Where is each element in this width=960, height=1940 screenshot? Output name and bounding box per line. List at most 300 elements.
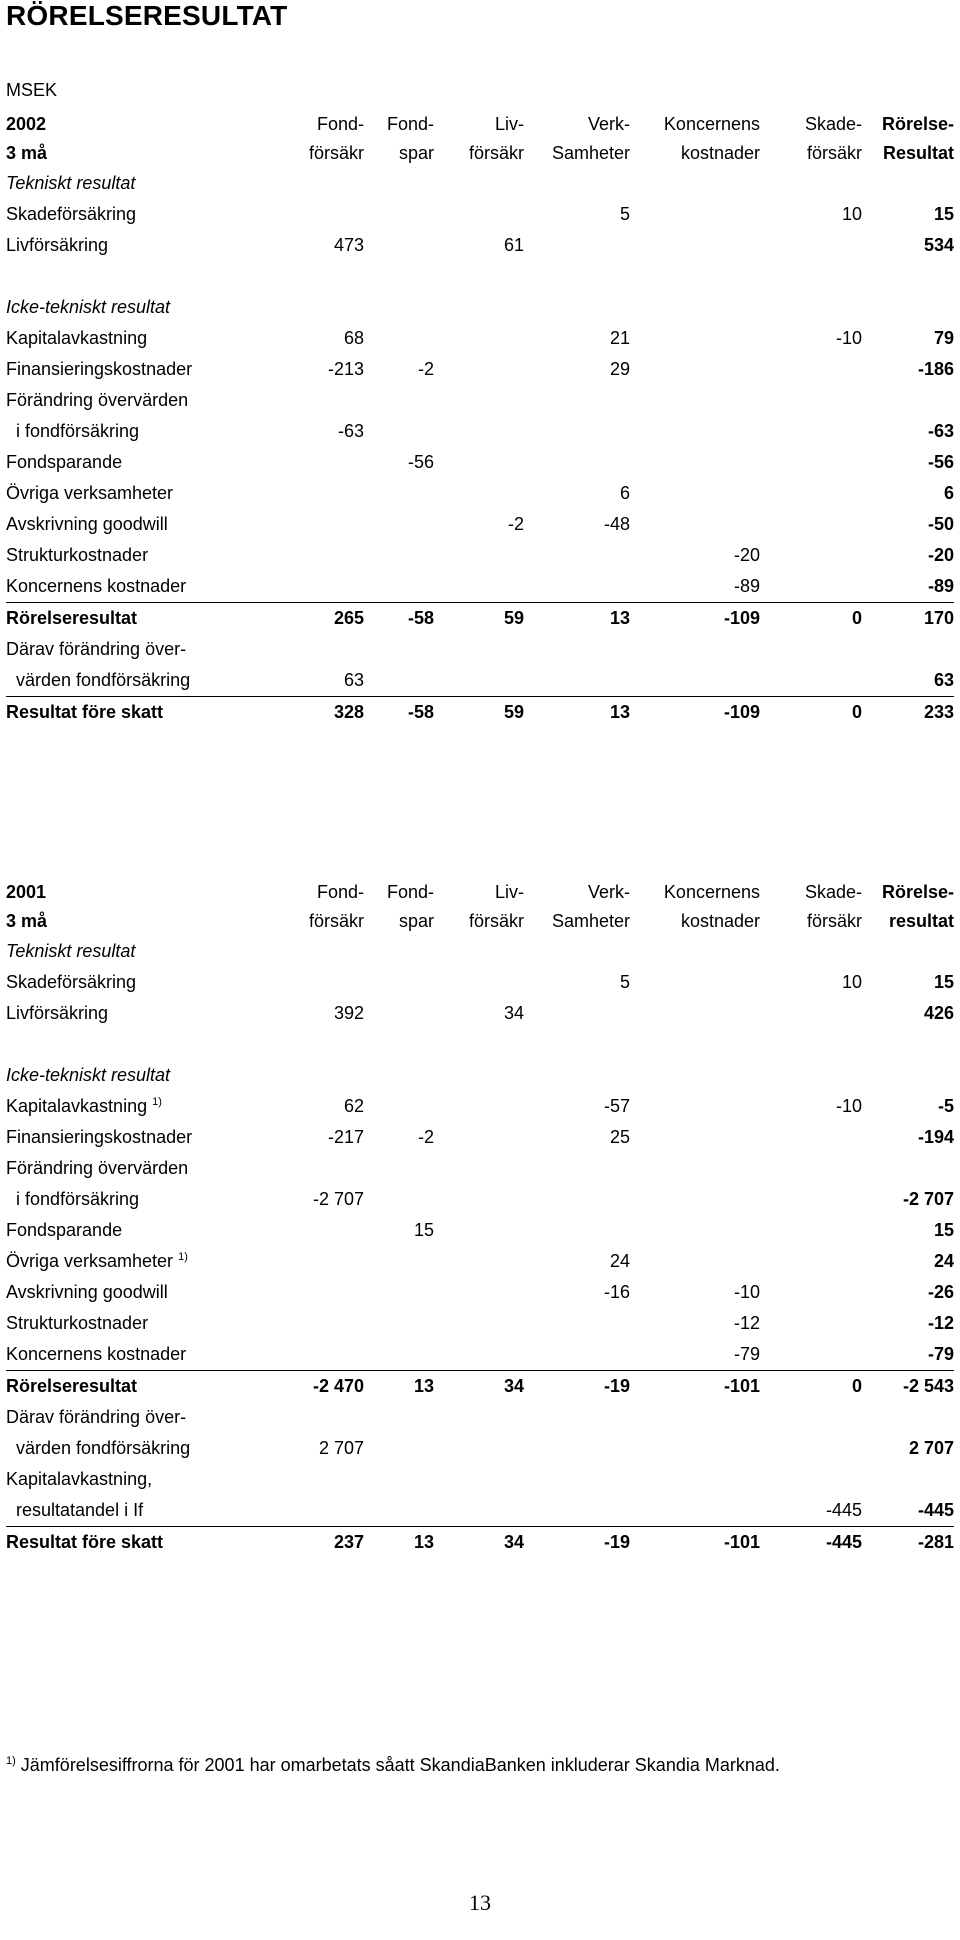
value-cell [434, 1277, 524, 1308]
value-cell [364, 540, 434, 571]
row-label-text: Skadeförsäkring [6, 972, 137, 992]
row-label [6, 1091, 268, 1122]
value-cell: -56 [407, 452, 434, 472]
value-cell [760, 1215, 862, 1246]
value-cell [268, 540, 364, 571]
value-cell [434, 1184, 524, 1215]
value-cell [268, 1215, 364, 1246]
table-row [6, 1184, 954, 1215]
row-label-text: Koncernens kostnader [6, 1344, 187, 1364]
value-cell [434, 199, 524, 230]
value-cell [524, 447, 630, 478]
value-cell: -10 [733, 1282, 760, 1302]
value-cell: 13 [524, 697, 630, 729]
value-cell [434, 634, 524, 665]
value-cell [760, 416, 862, 447]
value-cell [434, 1060, 524, 1091]
row-label-text: i fondförsäkring [16, 421, 140, 441]
table-row [6, 478, 954, 509]
row-label-text: Livförsäkring [6, 1003, 109, 1023]
row-label-text: Strukturkostnader [6, 545, 149, 565]
row-label-text: Finansieringskostnader [6, 1127, 193, 1147]
value-cell [760, 1402, 862, 1433]
value-cell: -89 [927, 576, 954, 596]
value-cell [364, 1246, 434, 1277]
footnote-ref: 1) [152, 1096, 162, 1108]
value-cell [630, 168, 760, 199]
row-label-text: Strukturkostnader [6, 1313, 149, 1333]
value-cell: -48 [603, 514, 630, 534]
row-label [6, 571, 268, 603]
table-row [6, 354, 954, 385]
column-header: spar [398, 143, 434, 163]
value-cell [862, 936, 954, 967]
value-cell: 15 [933, 1220, 954, 1240]
value-cell: -445 [760, 1527, 862, 1559]
value-cell: 59 [434, 603, 524, 635]
value-cell: 10 [841, 972, 862, 992]
value-cell [268, 634, 364, 665]
column-header: Verk- [587, 882, 630, 902]
column-header: Fond- [386, 114, 434, 134]
table-row [6, 634, 954, 665]
row-label-text: Fondsparande [6, 1220, 123, 1240]
row-label-text: Tekniskt resultat [6, 173, 136, 193]
value-cell [364, 634, 434, 665]
value-cell [524, 936, 630, 967]
value-cell: 13 [524, 603, 630, 635]
value-cell [268, 967, 364, 998]
value-cell: -57 [603, 1096, 630, 1116]
value-cell: 2 707 [908, 1438, 954, 1458]
value-cell [268, 447, 364, 478]
value-cell [434, 540, 524, 571]
value-cell [268, 509, 364, 540]
value-cell [268, 571, 364, 603]
value-cell [364, 1091, 434, 1122]
value-cell [268, 1495, 364, 1527]
row-label-text: Kapitalavkastning, [6, 1469, 153, 1489]
value-cell [524, 1215, 630, 1246]
row-label-text: Avskrivning goodwill [6, 514, 168, 534]
value-cell [760, 571, 862, 603]
value-cell: -79 [733, 1344, 760, 1364]
table-row [6, 1153, 954, 1184]
row-label [6, 665, 268, 697]
value-cell: 29 [609, 359, 630, 379]
value-cell: -217 [327, 1127, 364, 1147]
value-cell [364, 1184, 434, 1215]
value-cell [524, 1308, 630, 1339]
value-cell: 61 [503, 235, 524, 255]
table-row [6, 509, 954, 540]
column-header: resultat [888, 911, 954, 931]
value-cell [630, 1433, 760, 1464]
value-cell: -50 [927, 514, 954, 534]
value-cell [364, 1495, 434, 1527]
column-header: försäkr [308, 911, 364, 931]
table-row [6, 1029, 954, 1060]
column-header: försäkr [806, 143, 862, 163]
value-cell [268, 1029, 364, 1060]
table-row [6, 1091, 954, 1122]
value-cell [268, 261, 364, 292]
row-label-text: Koncernens kostnader [6, 576, 187, 596]
value-cell [434, 168, 524, 199]
value-cell [524, 1153, 630, 1184]
value-cell: 79 [933, 328, 954, 348]
value-cell: -58 [364, 603, 434, 635]
value-cell: 473 [333, 235, 364, 255]
value-cell [268, 1402, 364, 1433]
row-label [6, 354, 268, 385]
table-row [6, 416, 954, 447]
value-cell: 0 [760, 1371, 862, 1403]
page-title: RÖRELSERESULTAT [6, 0, 288, 31]
table-row [6, 261, 954, 292]
value-cell [630, 447, 760, 478]
value-cell: 15 [933, 972, 954, 992]
value-cell: -63 [337, 421, 364, 441]
value-cell: -10 [835, 1096, 862, 1116]
value-cell [434, 354, 524, 385]
value-cell [630, 1091, 760, 1122]
row-label [6, 1122, 268, 1153]
value-cell: 13 [364, 1527, 434, 1559]
table-row [6, 1464, 954, 1495]
value-cell: -56 [927, 452, 954, 472]
row-label-text: Rörelseresultat [6, 608, 138, 628]
value-cell: -194 [917, 1127, 954, 1147]
row-label-text: Resultat före skatt [6, 702, 164, 722]
row-label [6, 1215, 268, 1246]
value-cell: -5 [937, 1096, 954, 1116]
row-label [6, 1433, 268, 1464]
value-cell [364, 1433, 434, 1464]
value-cell [364, 998, 434, 1029]
column-header: Fond- [316, 882, 364, 902]
row-label-text: Avskrivning goodwill [6, 1282, 168, 1302]
row-label-text: Fondsparande [6, 452, 123, 472]
row-label [6, 385, 268, 416]
value-cell: 5 [619, 972, 630, 992]
value-cell: 2 707 [318, 1438, 364, 1458]
value-cell: -16 [603, 1282, 630, 1302]
value-cell: 265 [268, 603, 364, 635]
value-cell [364, 230, 434, 261]
column-header: Verk- [587, 114, 630, 134]
value-cell: 233 [862, 697, 954, 729]
table-row [6, 697, 954, 729]
table-row [6, 665, 954, 697]
table-row [6, 1060, 954, 1091]
unit-label: MSEK [6, 80, 58, 100]
value-cell: 6 [943, 483, 954, 503]
value-cell [524, 1433, 630, 1464]
footnote [6, 1755, 780, 1776]
column-header: spar [398, 911, 434, 931]
value-cell: 59 [434, 697, 524, 729]
table-row [6, 1277, 954, 1308]
value-cell [630, 967, 760, 998]
value-cell: 34 [434, 1527, 524, 1559]
table-row [6, 230, 954, 261]
value-cell [434, 1122, 524, 1153]
value-cell: 25 [609, 1127, 630, 1147]
value-cell: -63 [927, 421, 954, 441]
value-cell [434, 292, 524, 323]
value-cell [630, 1246, 760, 1277]
value-cell [268, 168, 364, 199]
value-cell [524, 168, 630, 199]
value-cell [630, 478, 760, 509]
header-label: 2002 [6, 114, 47, 134]
row-label [6, 1277, 268, 1308]
value-cell [364, 199, 434, 230]
value-cell [434, 447, 524, 478]
value-cell [760, 168, 862, 199]
header-label: 3 må [6, 143, 48, 163]
value-cell: 15 [933, 204, 954, 224]
value-cell [524, 416, 630, 447]
value-cell [862, 1029, 954, 1060]
value-cell [434, 571, 524, 603]
row-label [6, 1153, 268, 1184]
row-label [6, 1060, 268, 1091]
value-cell: 328 [268, 697, 364, 729]
row-label-text: Därav förändring över- [6, 1407, 187, 1427]
value-cell [630, 292, 760, 323]
footnote-ref: 1) [178, 1251, 188, 1263]
value-cell [524, 540, 630, 571]
value-cell [524, 261, 630, 292]
value-cell: 63 [343, 670, 364, 690]
value-cell [862, 385, 954, 416]
footnote-marker: 1) [6, 1755, 16, 1767]
row-label-text: värden fondförsäkring [16, 670, 191, 690]
value-cell: -109 [630, 603, 760, 635]
row-label-text: Övriga verksamheter [6, 483, 174, 503]
value-cell [862, 634, 954, 665]
value-cell [364, 1308, 434, 1339]
value-cell [862, 1402, 954, 1433]
value-cell: -2 [417, 359, 434, 379]
value-cell: 68 [343, 328, 364, 348]
table-row [6, 1495, 954, 1527]
value-cell [630, 936, 760, 967]
value-cell [760, 1184, 862, 1215]
row-label [6, 416, 268, 447]
value-cell [268, 1060, 364, 1091]
value-cell [268, 199, 364, 230]
row-label-text: Icke-tekniskt resultat [6, 297, 171, 317]
row-label [6, 697, 268, 729]
value-cell: -445 [825, 1500, 862, 1520]
row-label-text: resultatandel i If [16, 1500, 144, 1520]
value-cell [630, 230, 760, 261]
column-header: Skade- [804, 114, 862, 134]
value-cell: -2 [507, 514, 524, 534]
value-cell [364, 323, 434, 354]
value-cell [268, 292, 364, 323]
value-cell [364, 261, 434, 292]
column-header: Liv- [494, 114, 524, 134]
value-cell: -12 [927, 1313, 954, 1333]
value-cell [760, 1122, 862, 1153]
value-cell [434, 665, 524, 697]
value-cell [364, 509, 434, 540]
value-cell [630, 385, 760, 416]
results-table-2002 [6, 110, 954, 728]
value-cell [268, 385, 364, 416]
value-cell: 24 [933, 1251, 954, 1271]
row-label [6, 1308, 268, 1339]
value-cell: -58 [364, 697, 434, 729]
value-cell: 21 [609, 328, 630, 348]
row-label [6, 1029, 268, 1060]
table-row [6, 1308, 954, 1339]
value-cell [524, 665, 630, 697]
table-row [6, 998, 954, 1029]
value-cell [434, 1091, 524, 1122]
value-cell [364, 967, 434, 998]
value-cell [760, 1464, 862, 1495]
value-cell [364, 168, 434, 199]
value-cell: -19 [524, 1371, 630, 1403]
value-cell [630, 354, 760, 385]
row-label-text: Förändring övervärden [6, 1158, 189, 1178]
row-label [6, 447, 268, 478]
value-cell [364, 385, 434, 416]
value-cell [630, 634, 760, 665]
column-header: försäkr [468, 911, 524, 931]
value-cell [760, 292, 862, 323]
row-label [6, 1246, 268, 1277]
value-cell [434, 1215, 524, 1246]
value-cell: -10 [835, 328, 862, 348]
value-cell [760, 354, 862, 385]
value-cell [630, 199, 760, 230]
row-label-text: Finansieringskostnader [6, 359, 193, 379]
column-header: försäkr [468, 143, 524, 163]
value-cell [524, 1060, 630, 1091]
value-cell [364, 1464, 434, 1495]
value-cell [760, 385, 862, 416]
table-row [6, 323, 954, 354]
row-label [6, 936, 268, 967]
column-header: Skade- [804, 882, 862, 902]
value-cell [268, 478, 364, 509]
column-header: Samheter [551, 143, 630, 163]
value-cell: 0 [760, 603, 862, 635]
row-label-text: Därav förändring över- [6, 639, 187, 659]
value-cell [364, 1277, 434, 1308]
value-cell [524, 292, 630, 323]
row-label [6, 1371, 268, 1403]
value-cell: 63 [933, 670, 954, 690]
table-row [6, 1433, 954, 1464]
row-label [6, 1495, 268, 1527]
value-cell [760, 665, 862, 697]
table-row [6, 168, 954, 199]
value-cell [760, 1153, 862, 1184]
row-label-text: Kapitalavkastning [6, 1096, 148, 1116]
value-cell [630, 1122, 760, 1153]
value-cell [268, 1464, 364, 1495]
value-cell [268, 1277, 364, 1308]
column-header: Koncernens [663, 114, 760, 134]
row-label [6, 230, 268, 261]
header-label: 3 må [6, 911, 48, 931]
value-cell: -2 470 [268, 1371, 364, 1403]
column-header: Samheter [551, 911, 630, 931]
row-label [6, 323, 268, 354]
column-header: kostnader [680, 143, 760, 163]
value-cell: 534 [923, 235, 954, 255]
value-cell [630, 665, 760, 697]
value-cell: -109 [630, 697, 760, 729]
row-label [6, 1402, 268, 1433]
value-cell [364, 936, 434, 967]
header-label: 2001 [6, 882, 47, 902]
value-cell [524, 571, 630, 603]
column-header: Fond- [316, 114, 364, 134]
value-cell: -2 707 [902, 1189, 954, 1209]
value-cell: 34 [434, 1371, 524, 1403]
value-cell [434, 936, 524, 967]
value-cell [364, 1153, 434, 1184]
table-row [6, 967, 954, 998]
row-label [6, 478, 268, 509]
value-cell [434, 385, 524, 416]
value-cell: -26 [927, 1282, 954, 1302]
column-header: Rörelse- [881, 882, 954, 902]
value-cell [630, 323, 760, 354]
value-cell [434, 1339, 524, 1371]
row-label [6, 1527, 268, 1559]
value-cell [630, 1184, 760, 1215]
table-row [6, 1246, 954, 1277]
row-label [6, 634, 268, 665]
value-cell: -20 [927, 545, 954, 565]
value-cell: -19 [524, 1527, 630, 1559]
value-cell [434, 1433, 524, 1464]
value-cell [760, 261, 862, 292]
value-cell [862, 1153, 954, 1184]
row-label [6, 603, 268, 635]
value-cell [524, 385, 630, 416]
value-cell: 237 [268, 1527, 364, 1559]
value-cell [434, 1495, 524, 1527]
row-label [6, 292, 268, 323]
value-cell [434, 1246, 524, 1277]
value-cell: 5 [619, 204, 630, 224]
value-cell [760, 447, 862, 478]
value-cell [268, 1246, 364, 1277]
value-cell: 34 [503, 1003, 524, 1023]
table-row [6, 571, 954, 603]
value-cell [434, 1464, 524, 1495]
row-label [6, 261, 268, 292]
value-cell [434, 416, 524, 447]
value-cell [862, 292, 954, 323]
table-row [6, 603, 954, 635]
value-cell: -20 [733, 545, 760, 565]
value-cell: 15 [413, 1220, 434, 1240]
row-label-text: Livförsäkring [6, 235, 109, 255]
column-header: Liv- [494, 882, 524, 902]
page-number: 13 [469, 1890, 491, 1915]
